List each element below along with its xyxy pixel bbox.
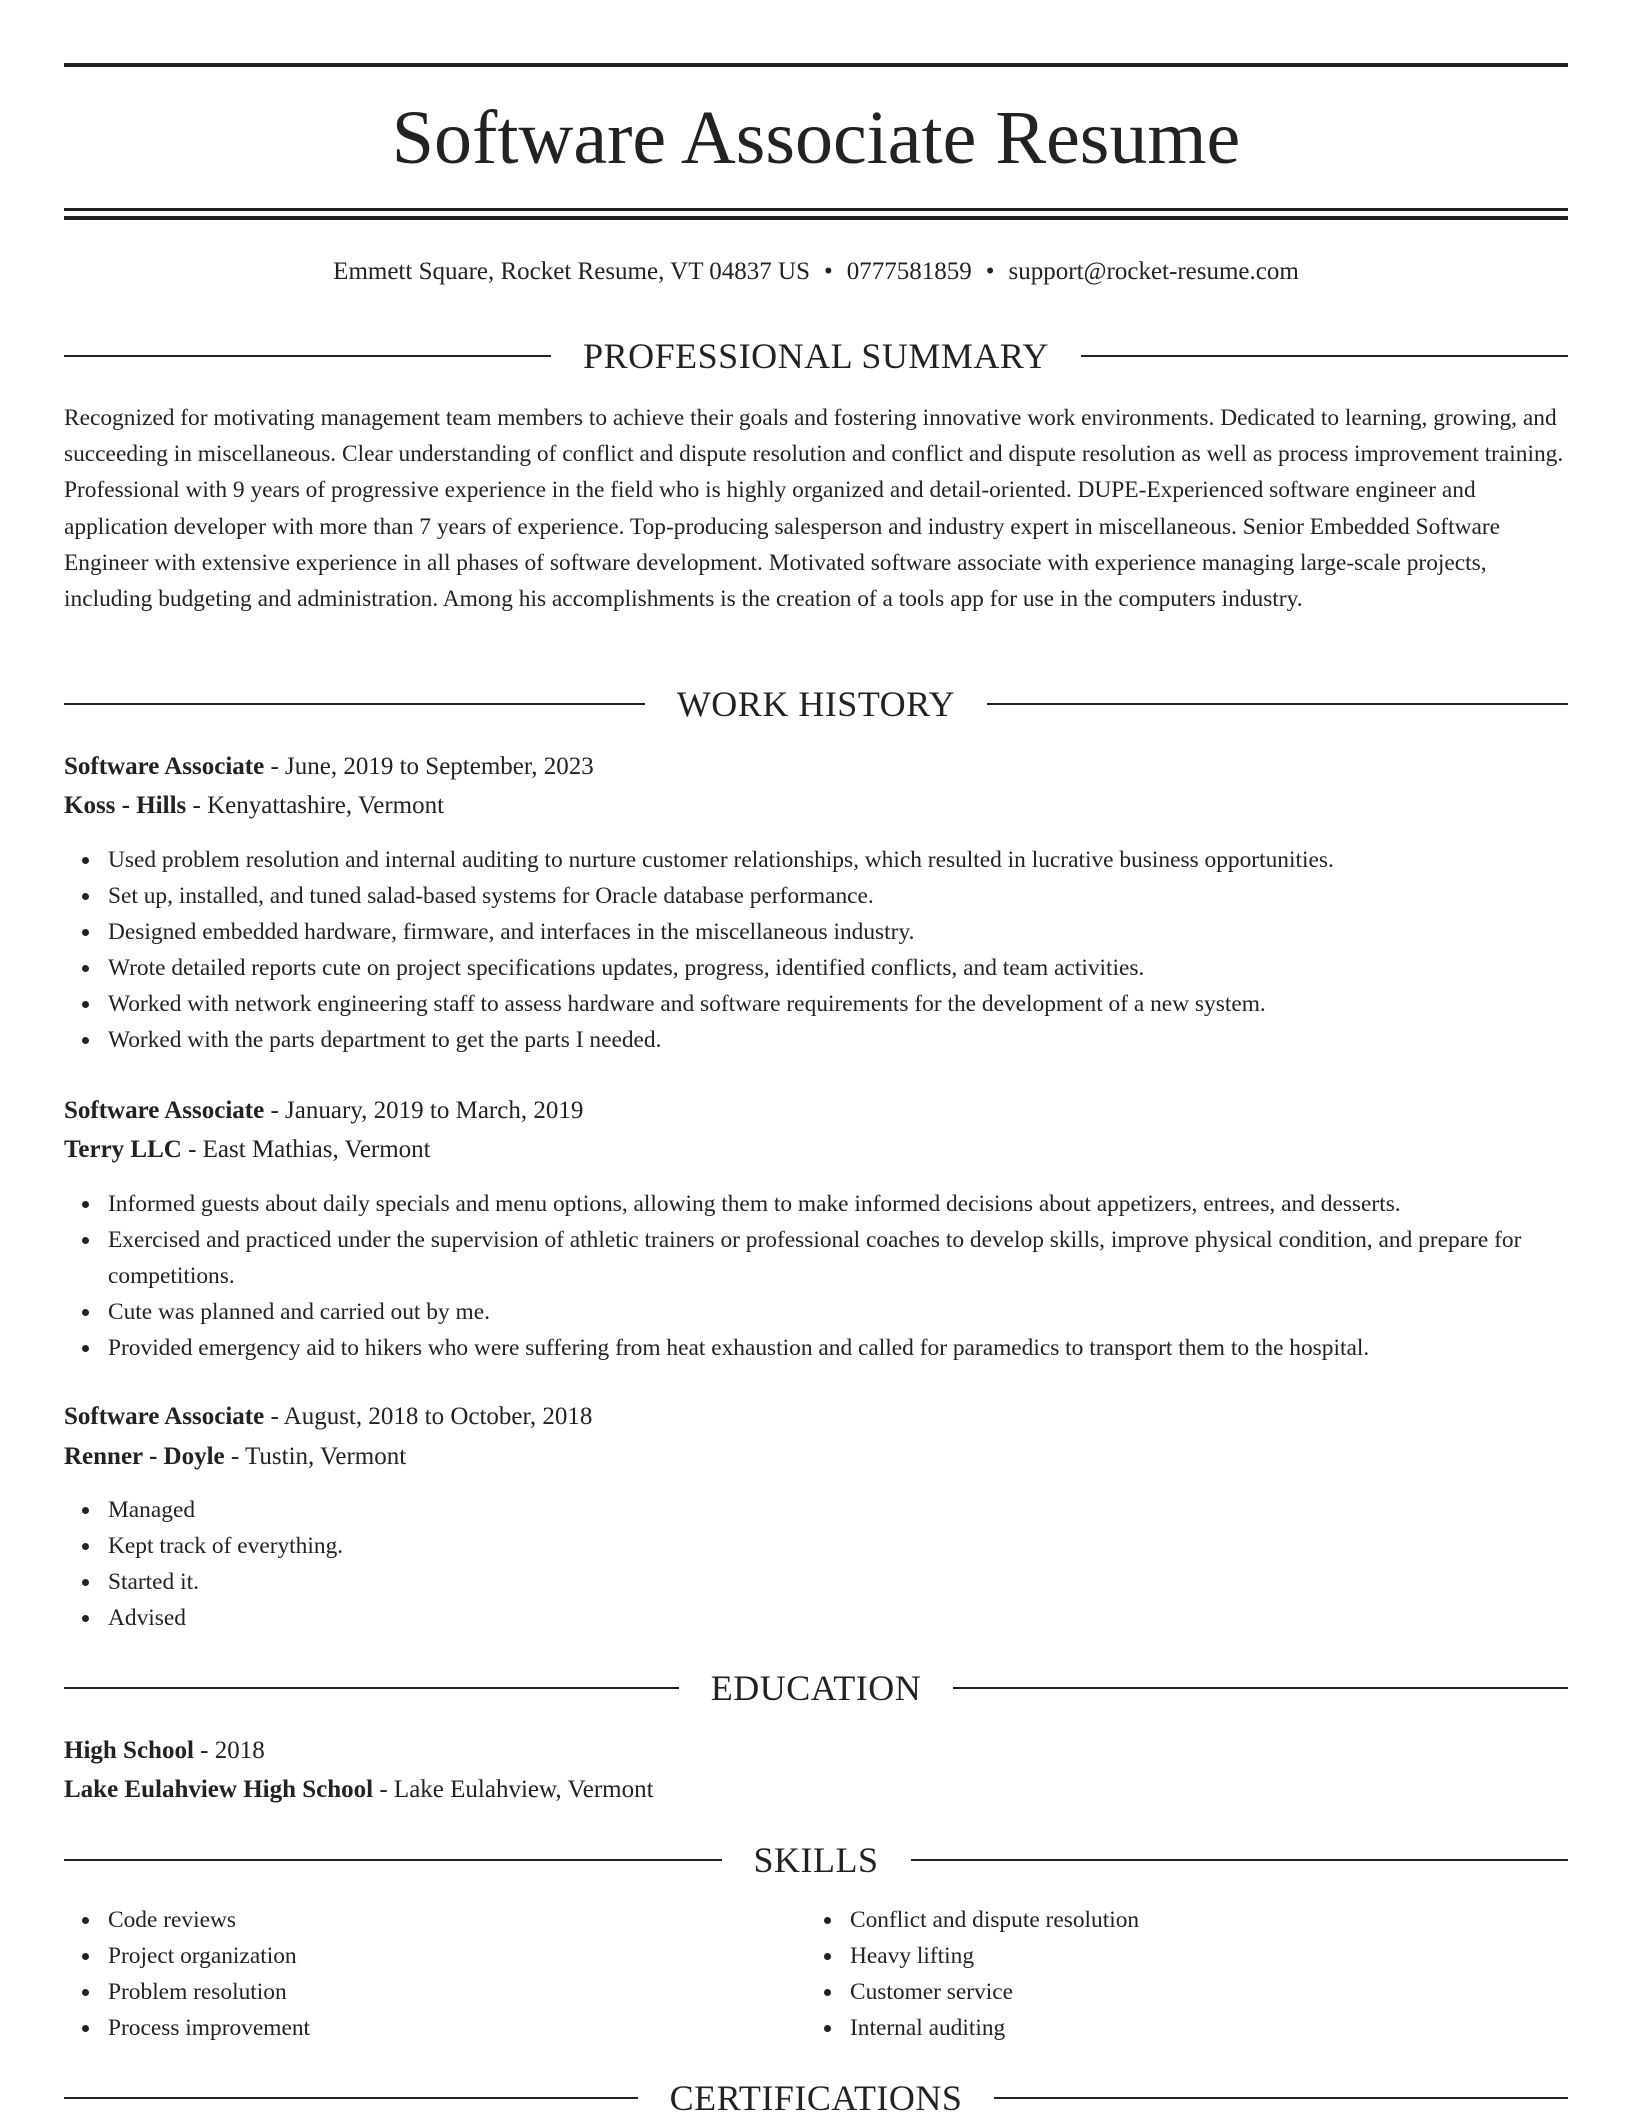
job-company-line: [64, 1131, 431, 1169]
list-item: Cute was planned and carried out by me.: [108, 1294, 1568, 1330]
section-heading-education: [64, 1666, 1568, 1710]
list-item: Code reviews: [108, 1902, 768, 1938]
job-company-line: [64, 1438, 406, 1476]
section-label: WORK HISTORY: [676, 684, 956, 724]
education-degree-line: [64, 1732, 265, 1770]
heading-rule: [64, 2097, 638, 2099]
education-school-line: [64, 1771, 654, 1809]
education-year: - 2018: [193, 1737, 265, 1764]
contact-email: support@rocket-resume.com: [1008, 258, 1299, 285]
job-location: - East Mathias, Vermont: [181, 1136, 431, 1163]
heading-rule: [994, 2097, 1568, 2099]
section-label: CERTIFICATIONS: [669, 2078, 963, 2118]
list-item: Problem resolution: [108, 1974, 768, 2010]
list-item: Designed embedded hardware, firmware, and interfaces in the miscellaneous industry.: [108, 914, 1568, 950]
heading-rule: [911, 1859, 1569, 1861]
section-heading-skills: [64, 1838, 1568, 1882]
job-company-line: [64, 787, 444, 825]
job-dates: - June, 2019 to September, 2023: [264, 753, 594, 780]
job-bullets: [64, 1492, 1568, 1636]
education-degree: High School: [64, 1737, 194, 1764]
heading-rule: [1081, 355, 1568, 357]
resume-title: Software Associate Resume: [391, 96, 1241, 180]
education-location: - Lake Eulahview, Vermont: [373, 1776, 654, 1803]
contact-separator: •: [823, 258, 833, 285]
job-title: Software Associate: [64, 1403, 265, 1430]
section-label: PROFESSIONAL SUMMARY: [583, 336, 1049, 376]
contact-phone: 0777581859: [846, 258, 972, 285]
title-rule-upper: [64, 208, 1568, 211]
section-heading-certifications: [64, 2076, 1568, 2120]
skills-list-right: [806, 1902, 1510, 2046]
list-item: Project organization: [108, 1938, 768, 1974]
heading-rule: [953, 1687, 1568, 1689]
section-heading-summary: [64, 334, 1568, 378]
summary-paragraph: Recognized for motivating management team members to achieve their goals and fostering innovative work environments. Dedicated to learning, growing, and succeeding in miscellaneous. Clear understanding of conflict and dispute resolution and conflict and dispute resolution as well as process improvement training. Professional with 9 years of progressive experience in the field who is highly organized and detail-oriented. DUPE-Experienced software engineer and application developer with more than 7 years of experience. Top-producing salesperson and industry expert in miscellaneous. Senior Embedded Software Engineer with extensive experience in all phases of software development. Motivated software associate with experience managing large-scale projects, including budgeting and administration. Among his accomplishments is the creation of a tools app for use in the computers industry.: [64, 405, 1564, 613]
job-location: - Tustin, Vermont: [224, 1443, 407, 1470]
heading-rule: [64, 1687, 679, 1689]
list-item: Set up, installed, and tuned salad-based systems for Oracle database performance.: [108, 878, 1568, 914]
heading-rule: [64, 355, 551, 357]
list-item: Customer service: [850, 1974, 1510, 2010]
job-bullets: [64, 842, 1568, 1058]
job-dates: - January, 2019 to March, 2019: [264, 1097, 584, 1124]
list-item: Conflict and dispute resolution: [850, 1902, 1510, 1938]
heading-rule: [64, 1859, 722, 1861]
job-dates: - August, 2018 to October, 2018: [264, 1403, 593, 1430]
job-title: Software Associate: [64, 1097, 265, 1124]
section-label: EDUCATION: [710, 1668, 922, 1708]
job-title-line: [64, 1092, 583, 1130]
list-item: Advised: [108, 1600, 1568, 1636]
contact-separator: •: [985, 258, 995, 285]
list-item: Worked with the parts department to get the parts I needed.: [108, 1022, 1568, 1058]
list-item: Worked with network engineering staff to assess hardware and software requirements for the development of a new system.: [108, 986, 1568, 1022]
skills-list-left: [64, 1902, 768, 2046]
list-item: Started it.: [108, 1564, 1568, 1600]
list-item: Wrote detailed reports cute on project specifications updates, progress, identified conflicts, and team activities.: [108, 950, 1568, 986]
heading-rule: [64, 703, 645, 705]
list-item: Internal auditing: [850, 2010, 1510, 2046]
section-label: SKILLS: [753, 1840, 879, 1880]
section-heading-work-history: [64, 682, 1568, 726]
job-company: Renner - Doyle: [64, 1443, 225, 1470]
job-company: Terry LLC: [64, 1136, 182, 1163]
job-title: Software Associate: [64, 753, 265, 780]
education-school: Lake Eulahview High School: [64, 1776, 374, 1803]
list-item: Kept track of everything.: [108, 1528, 1568, 1564]
list-item: Exercised and practiced under the supervision of athletic trainers or professional coaches to develop skills, improve physical condition, and prepare for competitions.: [108, 1222, 1568, 1294]
list-item: Provided emergency aid to hikers who were suffering from heat exhaustion and called for paramedics to transport them to the hospital.: [108, 1330, 1568, 1366]
job-location: - Kenyattashire, Vermont: [186, 792, 445, 819]
list-item: Process improvement: [108, 2010, 768, 2046]
list-item: Heavy lifting: [850, 1938, 1510, 1974]
job-title-line: [64, 1398, 592, 1436]
contact-address: Emmett Square, Rocket Resume, VT 04837 US: [333, 258, 810, 285]
list-item: Informed guests about daily specials and menu options, allowing them to make informed decisions about appetizers, entrees, and desserts.: [108, 1186, 1568, 1222]
contact-line: [64, 254, 1568, 290]
list-item: Managed: [108, 1492, 1568, 1528]
heading-rule: [987, 703, 1568, 705]
top-rule: [64, 63, 1568, 67]
job-bullets: [64, 1186, 1568, 1366]
title-rule-lower: [64, 216, 1568, 220]
job-company: Koss - Hills: [64, 792, 187, 819]
job-title-line: [64, 748, 594, 786]
list-item: Used problem resolution and internal auditing to nurture customer relationships, which resulted in lucrative business opportunities.: [108, 842, 1568, 878]
